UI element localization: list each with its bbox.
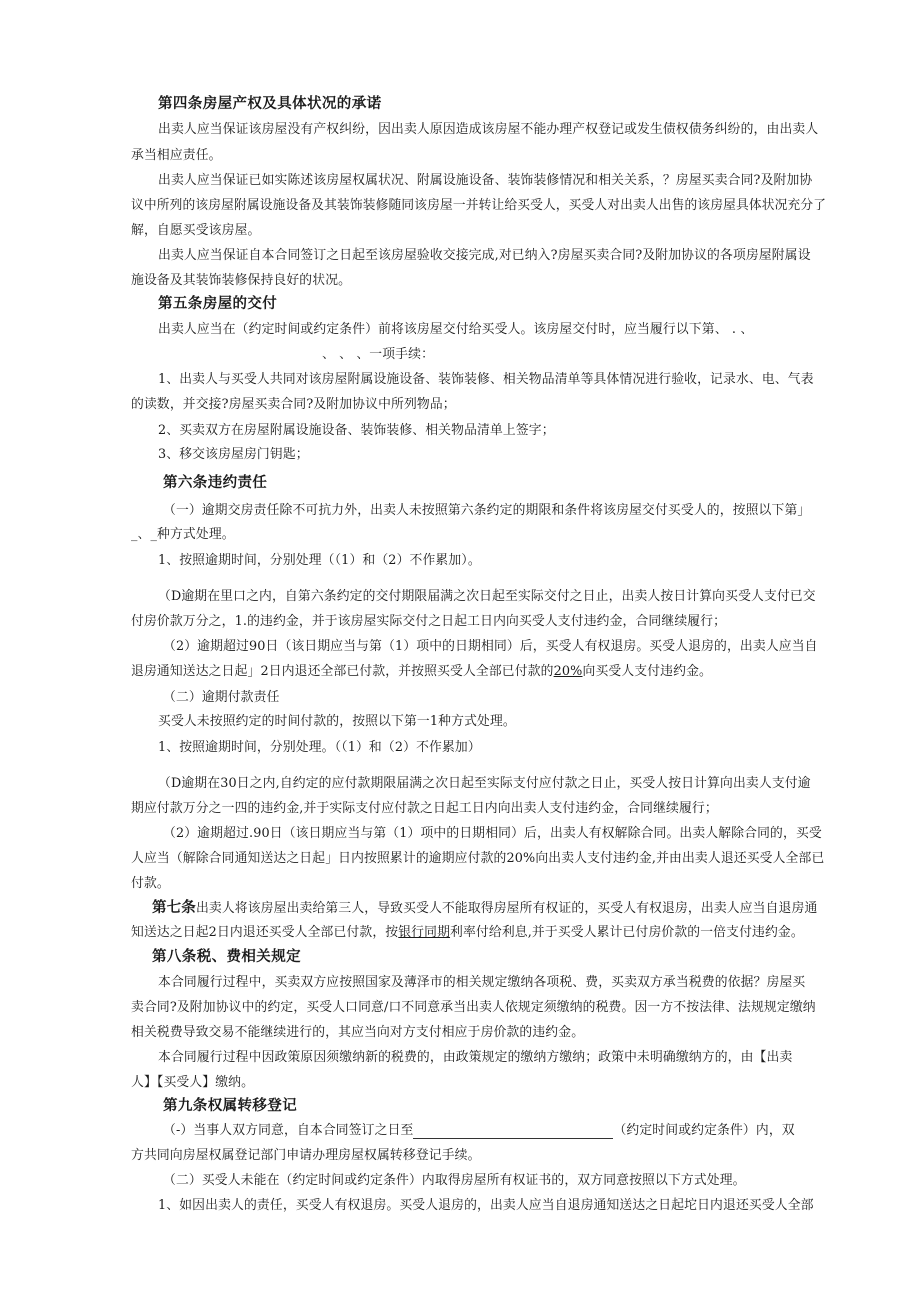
s5-item-1-line-2: 的读数，并交接?房屋买卖合同?及附加协议中所列物品； — [131, 397, 456, 412]
s7-line-2: 知送达之日起2日内退还买受人全部已付款，按银行同期利率付给利息,并于买受人累计已付房价款的一倍支付违约金。 — [131, 925, 804, 940]
section-7-title: 第七条 — [152, 900, 196, 916]
s8-paragraph-1-line-1: 本合同履行过程中，买卖双方应按照国家及薄泽市的相关规定缴纳各项税、费，买卖双方承当税费的依据？房屋买 — [158, 975, 806, 990]
s4-paragraph-2-line-3: 解，自愿买受该房屋。 — [131, 223, 261, 238]
s6-b-clause-1-line-2: 期应付款万分之一四的违约金,并于实际支付应付款之日起工日内向出卖人支付违约金，合同继续履行； — [131, 801, 718, 816]
penalty-rate-underlined: 20% — [553, 664, 583, 679]
s6-a-clause-2-line-2: 退房通知送达之日起」2日内退还全部已付款，并按照买受人全部已付款的20%向买受人支付违约金。 — [131, 664, 712, 679]
s6-b-clause-2-line-1: （2）逾期超过.90日（该日期应当与第（1）项中的日期相同）后，出卖人有权解除合同。出卖人解除合同的，买受 — [163, 826, 822, 841]
s4-paragraph-3-line-2: 施设备及其装饰装修保持良好的状况。 — [131, 273, 352, 288]
s6-b-clause-1-line-1: （D逾期在30日之内,自约定的应付款期限届满之次日起至实际支付应付款之日止，买受人按日计算向出卖人支付逾 — [158, 776, 811, 791]
s4-paragraph-1-line-2: 承当相应责任。 — [131, 148, 222, 163]
s8-paragraph-1-line-2: 卖合同?及附加协议中的约定，买受人口同意/口不同意承当出卖人依规定须缴纳的税费。因一方不按法律、法规规定缴纳 — [131, 1000, 816, 1015]
s4-paragraph-2-line-1: 出卖人应当保证已如实陈述该房屋权属状况、附属设施设备、装饰装修情况和相关关系，？房屋买卖合同?及附加协 — [158, 173, 813, 188]
s9-paragraph-1-line-1: （-）当事人双方同意，自本合同签订之日至 （约定时间或约定条件）内，双 — [163, 1123, 795, 1138]
s6-b-title: （二）逾期付款责任 — [163, 690, 280, 705]
s5-item-3: 3、移交该房屋房门钥匙； — [158, 447, 309, 462]
s4-paragraph-1-line-1: 出卖人应当保证该房屋没有产权纠纷，因出卖人原因造成该房屋不能办理产权登记或发生债权债务纠纷的，由出卖人 — [158, 122, 819, 137]
s6-a-clause-1-line-1: （D逾期在里口之内，自第六条约定的交付期限届满之次日起至实际交付之日止，出卖人按日计算向买受人支付已交 — [158, 589, 816, 604]
s5-item-2: 2、买卖双方在房屋附属设施设备、装饰装修、相关物品清单上签字； — [158, 423, 555, 438]
s7-line-1: 第七条出卖人将该房屋出卖给第三人，导致买受人不能取得房屋所有权证的，买受人有权退房，出卖人应当自退房通 — [152, 900, 818, 916]
s6-b-clause-2-line-3: 付款。 — [131, 876, 170, 891]
section-6-title: 第六条违约责任 — [163, 475, 268, 491]
section-9-title: 第九条权属转移登记 — [163, 1098, 298, 1114]
s8-paragraph-1-line-3: 相关税费导致交易不能继续进行的，其应当向对方支付相应于房价款的违约金。 — [131, 1025, 585, 1040]
s6-a-clause-1-line-2: 付房价款万分之，1.的违约金，并于该房屋实际交付之日起工日内向买受人支付违约金，合同继续履行； — [131, 614, 727, 629]
s8-paragraph-2-line-1: 本合同履行过程中因政策原因须缴纳新的税费的，由政策规定的缴纳方缴纳；政策中未明确缴纳方的，由【出卖 — [158, 1050, 793, 1065]
s9-item-1: 1、如因出卖人的责任，买受人有权退房。买受人退房的，出卖人应当自退房通知送达之日起坨日内退还买受人全部 — [158, 1198, 814, 1213]
s4-paragraph-3-line-1: 出卖人应当保证自本合同签订之日起至该房屋验收交接完成,对已纳入?房屋买卖合同?及附加协议的各项房屋附属设 — [158, 248, 811, 263]
s5-item-1-line-1: 1、出卖人与买受人共同对该房屋附属设施设备、装饰装修、相关物品清单等具体情况进行验收，记录水、电、气表 — [158, 372, 814, 387]
s9-paragraph-1-line-2: 方共同向房屋权属登记部门申请办理房屋权属转移登记手续。 — [131, 1148, 481, 1163]
s5-paragraph-1-line-2: 、 、 、一项手续： — [322, 347, 435, 362]
s6-a-line-2: _、_种方式处理。 — [131, 527, 235, 542]
section-5-title: 第五条房屋的交付 — [158, 296, 278, 312]
registration-deadline-blank — [413, 1124, 613, 1139]
s6-b-line-1: 买受人未按照约定的时间付款的，按照以下第一1种方式处理。 — [158, 714, 516, 729]
s6-a-item-1: 1、按照逾期时间，分别处理（（1）和（2）不作累加）。 — [158, 553, 481, 568]
s4-paragraph-2-line-2: 议中所列的该房屋附属设施设备及其装饰装修随同该房屋一并转让给买受人，买受人对出卖人出售的该房屋具体状况充分了 — [131, 198, 827, 213]
section-8-title: 第八条税、费相关规定 — [152, 949, 301, 965]
s6-b-item-1: 1、按照逾期时间，分别处理。（（1）和（2）不作累加） — [158, 740, 481, 755]
s6-a-line-1: （一）逾期交房责任除不可抗力外，出卖人未按照第六条约定的期限和条件将该房屋交付买受人的，按照以下第」 — [163, 503, 811, 518]
section-4-title: 第四条房屋产权及具体状况的承诺 — [158, 96, 382, 112]
s6-a-clause-2-line-1: （2）逾期超过90日（该日期应当与第（1）项中的日期相同）后，买受人有权退房。买受人退房的，出卖人应当自 — [163, 639, 818, 654]
s8-paragraph-2-line-2: 人】【买受人】缴纳。 — [131, 1075, 255, 1090]
s9-paragraph-2: （二）买受人未能在（约定时间或约定条件）内取得房屋所有权证书的，双方同意按照以下方式处理。 — [163, 1173, 746, 1188]
s5-paragraph-1-line-1: 出卖人应当在（约定时间或约定条件）前将该房屋交付给买受人。该房屋交付时，应当履行以下第、 . 、 — [158, 322, 754, 337]
bank-rate-underlined: 银行同期 — [398, 925, 451, 940]
s6-b-clause-2-line-2: 人应当（解除合同通知送达之日起」日内按照累计的逾期应付款的20%向出卖人支付违约金,并由出卖人退还买受人全部已 — [131, 851, 825, 866]
